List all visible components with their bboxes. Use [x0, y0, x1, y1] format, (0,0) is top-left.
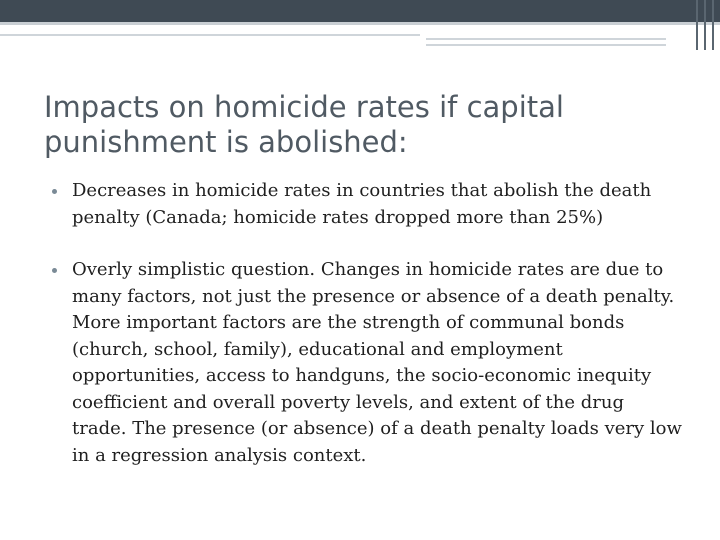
header-stripe	[0, 22, 720, 25]
slide-title: Impacts on homicide rates if capital punishment is abolished:	[44, 90, 564, 159]
header-underline-2	[426, 38, 666, 40]
bullet-icon	[52, 268, 57, 273]
bullet-item	[52, 257, 684, 469]
header-underline-3	[426, 44, 666, 46]
corner-decoration	[692, 0, 720, 50]
header-underline-1	[0, 34, 420, 36]
header-bar	[0, 0, 720, 22]
bullet-list	[52, 178, 684, 469]
bullet-text: Decreases in homicide rates in countries that abolish the death penalty (Canada; homicide rates dropped more than 25%)	[72, 180, 652, 228]
bullet-icon	[52, 189, 57, 194]
bullet-item	[52, 178, 684, 231]
bullet-text: Overly simplistic question. Changes in homicide rates are due to many factors, not just the presence or absence of a death penalty. More important factors are the strength of communal bonds (church, school, family), educational and employment opportunities, access to handguns, the socio-economic inequity coefficient and overall poverty levels, and extent of the drug trade. The presence (or absence) of a death penalty loads very low in a regression analysis context.	[72, 259, 682, 466]
